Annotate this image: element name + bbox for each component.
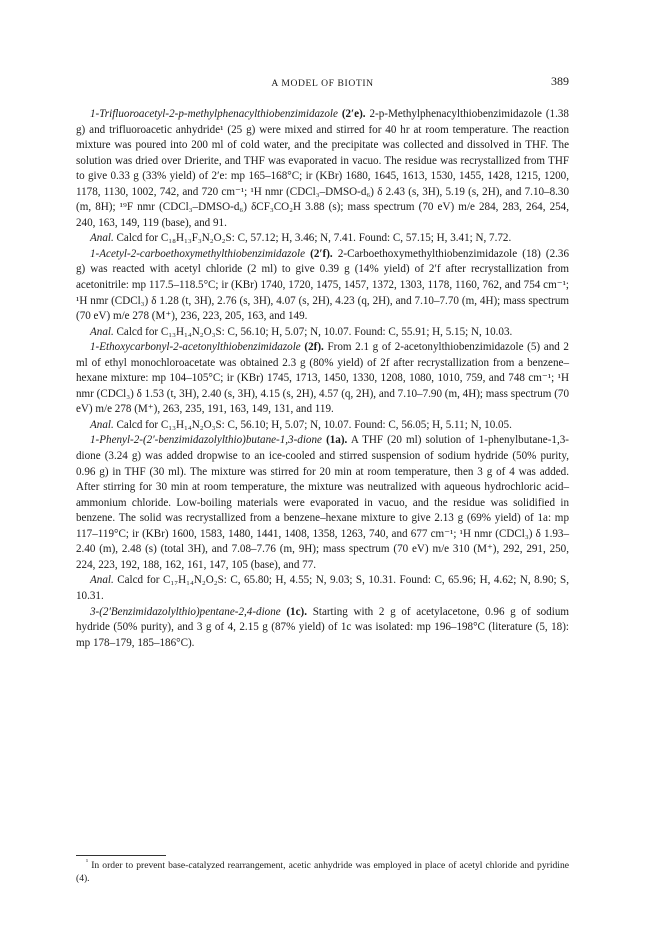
running-title: A MODEL OF BIOTIN: [271, 78, 374, 89]
compound-title: 1-Trifluoroacetyl-2-p-methylphenacylthiobenzimidazole: [90, 108, 338, 120]
experimental-section: [76, 107, 569, 651]
compound-label: (2′f).: [310, 247, 333, 260]
anal-label: Anal.: [90, 325, 114, 338]
footnote-marker: ¹: [86, 858, 89, 866]
paragraph-anal-2e: [76, 231, 569, 247]
anal-label: Anal.: [90, 232, 114, 245]
anal-body: Calcd for C₁₃H₁₄N₂O₃S: C, 56.10; H, 5.07; N, 10.07. Found: C, 56.05; H, 5.11; N, 10.05.: [116, 418, 512, 431]
compound-title: 1-Ethoxycarbonyl-2-acetonylthiobenzimidazole: [90, 341, 301, 354]
page-number: 389: [551, 74, 569, 88]
paragraph-compound-2e: [76, 107, 569, 231]
paragraph-anal-1a: [76, 573, 569, 604]
anal-body: Calcd for C₁₃H₁₄N₂O₃S: C, 56.10; H, 5.07; N, 10.07. Found: C, 55.91; H, 5.15; N, 10.03.: [116, 325, 513, 338]
paragraph-body: 2-Carboethoxymethylthiobenzimidazole (18) (2.36 g) was reacted with acetyl chloride (2 ml) to give 0.39 g (14% yield) of 2′f after recrystallization from acetonitrile: mp 117.5–118.5°C; ir (KBr) 1740, 1720, 1475, 1457, 1372, 1303, 1178, 1160, 762, and 754 cm⁻¹; ¹H nmr (CDCl₃) δ 1.28 (t, 3H), 2.76 (s, 3H), 4.07 (s, 2H), 4.23 (q, 2H), and 7.10–7.70 (m, 4H); mass spectrum (70 eV) m/e 278 (M⁺), 236, 223, 205, 163, and 149.: [76, 247, 569, 323]
anal-body: Calcd for C₁₈H₁₃F₃N₂O₂S: C, 57.12; H, 3.46; N, 7.41. Found: C, 57.15; H, 3.41; N, 7.72.: [116, 232, 512, 245]
paragraph-body: Starting with 2 g of acetylacetone, 0.96 g of sodium hydride (50% purity), and 3 g of 4, 2.15 g (87% yield) of 1c was isolated: mp 196–198°C (literature (5, 18): mp 178–179, 185–186°C).: [76, 605, 569, 649]
footnote-text: In order to prevent base-catalyzed rearrangement, acetic anhydride was employed in place of acetyl chloride and pyridine (4).: [76, 860, 569, 884]
anal-body: Calcd for C₁₇H₁₄N₂O₂S: C, 65.80; H, 4.55; N, 9.03; S, 10.31. Found: C, 65.96; H, 4.62; N, 8.90; S, 10.31.: [76, 574, 569, 602]
paragraph-compound-1a: [76, 433, 569, 573]
compound-title: 3-(2′Benzimidazolylthio)pentane-2,4-dione: [90, 605, 281, 618]
paragraph-compound-2f-prime: [76, 247, 569, 325]
paragraph-body: 2-p-Methylphenacylthiobenzimidazole (1.38 g) and trifluoroacetic anhydride¹ (25 g) were mixed and stirred for 40 hr at room temperature. The reaction mixture was poured into 200 ml of cold water, and the precipitate was collected and dissolved in THF. The solution was dried over Drierite, and THF was evaporated in vacuo. The residue was recrystallized from THF to give 0.33 g (33% yield) of 2′e: mp 165–168°C; ir (KBr) 1680, 1645, 1613, 1530, 1455, 1428, 1215, 1200, 1178, 1130, 1002, 742, and 720 cm⁻¹; ¹H nmr (CDCl₃–DMSO-d₆) δ 2.43 (s, 3H), 5.19 (s, 2H), and 7.10–8.30 (m, 8H); ¹⁹F nmr (CDCl₃–DMSO-d₆) δCF₃CO₂H 3.88 (s); mass spectrum (70 eV) m/e 284, 283, 264, 254, 240, 163, 149, 119 (base), and 91.: [76, 108, 569, 229]
page-header: [76, 76, 569, 92]
anal-label: Anal.: [90, 418, 114, 431]
footnote-text-line: [76, 860, 569, 885]
paragraph-body: From 2.1 g of 2-acetonylthiobenzimidazole (5) and 2 ml of ethyl monochloroacetate was obtained 2.3 g (80% yield) of 2f after recrystallization from a benzene–hexane mixture: mp 104–105°C; ir (KBr) 1745, 1713, 1450, 1330, 1208, 1080, 1010, 759, and 748 cm⁻¹; ¹H nmr (CDCl₃) δ 1.53 (t, 3H), 2.40 (s, 3H), 4.15 (s, 2H), 4.57 (q, 2H), and 7.10–7.90 (m, 4H); mass spectrum (70 eV) m/e 278 (M⁺), 263, 235, 191, 163, 149, 131, and 119.: [76, 341, 569, 416]
compound-title: 1-Phenyl-2-(2′-benzimidazolylthio)butane-1,3-dione: [90, 434, 322, 447]
compound-label: (2′e).: [341, 108, 366, 120]
footnote-divider: [76, 855, 166, 856]
compound-label: (1c).: [286, 605, 307, 618]
compound-title: 1-Acetyl-2-carboethoxymethylthiobenzimidazole: [90, 247, 306, 260]
paragraph-compound-1c: [76, 605, 569, 652]
paragraph-anal-2f-prime: [76, 325, 569, 341]
paragraph-body: A THF (20 ml) solution of 1-phenylbutane-1,3-dione (3.24 g) was added dropwise to an ice-cooled and stirred suspension of sodium hydride (50% purity, 0.96 g) in THF (30 ml). The mixture was stirred for 20 min at room temperature, then 3 g of 4 was added. After stirring for 30 min at room temperature, the mixture was neutralized with aqueous hydrochloric acid–ammonium chloride. Low-boiling materials were evaporated in vacuo, and the residue was solidified in benzene. The solid was recrystallized from a benzene–hexane mixture to give 2.13 g (69% yield) of 1a: mp 117–119°C; ir (KBr) 1600, 1583, 1480, 1441, 1408, 1358, 1263, 740, and 677 cm⁻¹; ¹H nmr (CDCl₃) δ 1.93–2.40 (m), 2.48 (s) (total 3H), and 7.08–7.76 (m, 9H); mass spectrum (70 eV) m/e 310 (M⁺), 292, 291, 250, 224, 223, 192, 188, 162, 161, 147, 105 (base), and 77.: [76, 434, 569, 571]
paragraph-anal-2f: [76, 418, 569, 434]
anal-label: Anal.: [90, 574, 114, 587]
compound-label: (1a).: [326, 434, 348, 447]
footnote: [76, 860, 569, 885]
paragraph-compound-2f: [76, 340, 569, 418]
compound-label: (2f).: [304, 341, 324, 354]
